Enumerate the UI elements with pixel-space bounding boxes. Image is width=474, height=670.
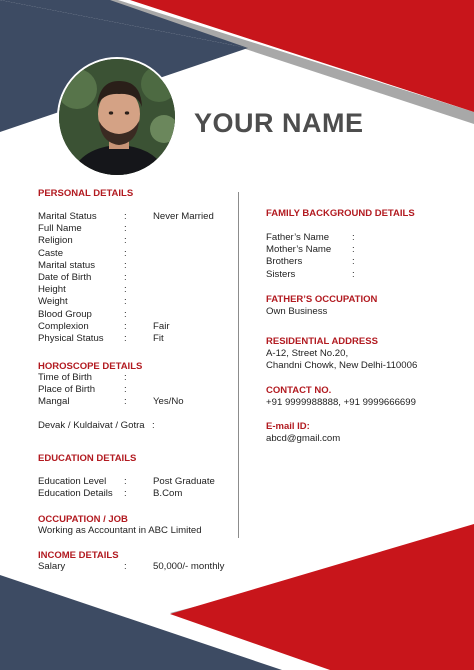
candidate-name: YOUR NAME <box>194 108 364 138</box>
personal-label: Weight <box>38 296 68 308</box>
family-label: Mother’s Name <box>266 244 332 256</box>
residential-address-heading: RESIDENTIAL ADDRESS <box>266 336 378 347</box>
horoscope-value: Yes/No <box>153 396 184 408</box>
personal-value: Fit <box>153 333 164 344</box>
family-background-heading: FAMILY BACKGROUND DETAILS <box>266 208 415 219</box>
personal-separator: : <box>124 284 127 296</box>
father-occupation-heading: FATHER’S OCCUPATION <box>266 294 378 305</box>
occupation-text: Working as Accountant in ABC Limited <box>38 525 202 536</box>
personal-separator: : <box>124 320 127 332</box>
personal-label: Caste <box>38 247 64 259</box>
horoscope-label: Mangal <box>38 396 70 408</box>
person-portrait-icon <box>59 59 177 177</box>
education-label: Education Level <box>38 476 107 487</box>
email-address[interactable]: abcd@gmail.com <box>266 433 341 444</box>
personal-separator: : <box>124 223 127 235</box>
family-separator: : <box>352 244 355 256</box>
personal-separator: : <box>124 235 127 247</box>
contact-heading: CONTACT NO. <box>266 385 332 396</box>
contact-numbers: +91 9999988888, +91 9999666699 <box>266 397 416 408</box>
family-label: Father’s Name <box>266 232 330 243</box>
family-label: Brothers <box>266 256 303 268</box>
personal-label: Full Name <box>38 223 82 235</box>
personal-label: Complexion <box>38 320 89 332</box>
education-details-heading: EDUCATION DETAILS <box>38 453 137 464</box>
family-separator: : <box>352 232 355 243</box>
occupation-heading: OCCUPATION / JOB <box>38 514 128 525</box>
income-label: Salary <box>38 561 66 572</box>
personal-separator: : <box>124 296 127 308</box>
personal-label: Blood Group <box>38 308 92 320</box>
family-separator: : <box>352 268 355 280</box>
education-separator: : <box>124 476 127 487</box>
column-divider <box>238 192 239 538</box>
personal-separator: : <box>124 308 127 320</box>
personal-label: Height <box>38 284 66 296</box>
personal-separator: : <box>124 211 127 222</box>
horoscope-label: Time of Birth <box>38 372 93 383</box>
horoscope-label: Place of Birth <box>38 384 96 396</box>
address-line-1: A-12, Street No.20, <box>266 348 349 359</box>
horoscope-details-heading: HOROSCOPE DETAILS <box>38 361 143 372</box>
profile-photo <box>57 57 177 177</box>
education-label: Education Details <box>38 488 113 500</box>
family-label: Sisters <box>266 268 296 280</box>
gotra-label: Devak / Kuldaivat / Gotra <box>38 420 145 431</box>
horoscope-separator: : <box>124 384 127 396</box>
personal-label: Date of Birth <box>38 272 92 283</box>
personal-separator: : <box>124 259 127 271</box>
personal-separator: : <box>124 247 127 259</box>
gotra-separator: : <box>152 420 155 431</box>
family-separator: : <box>352 256 355 268</box>
personal-value: Never Married <box>153 211 214 222</box>
personal-details-heading: PERSONAL DETAILS <box>38 188 134 199</box>
education-value: Post Graduate <box>153 476 215 487</box>
personal-separator: : <box>124 333 127 344</box>
address-line-2: Chandni Chowk, New Delhi-110006 <box>266 360 418 371</box>
father-occupation-text: Own Business <box>266 306 328 317</box>
personal-label: Physical Status <box>38 333 104 344</box>
horoscope-separator: : <box>124 396 127 408</box>
personal-label: Marital Status <box>38 211 97 222</box>
personal-label: Religion <box>38 235 73 247</box>
email-heading: E-mail ID: <box>266 421 310 432</box>
income-separator: : <box>124 561 127 572</box>
personal-label: Marital status <box>38 259 96 271</box>
income-details-heading: INCOME DETAILS <box>38 550 119 561</box>
horoscope-separator: : <box>124 372 127 383</box>
personal-value: Fair <box>153 320 170 332</box>
personal-separator: : <box>124 272 127 283</box>
education-value: B.Com <box>153 488 183 500</box>
income-value: 50,000/- monthly <box>153 561 225 572</box>
education-separator: : <box>124 488 127 500</box>
